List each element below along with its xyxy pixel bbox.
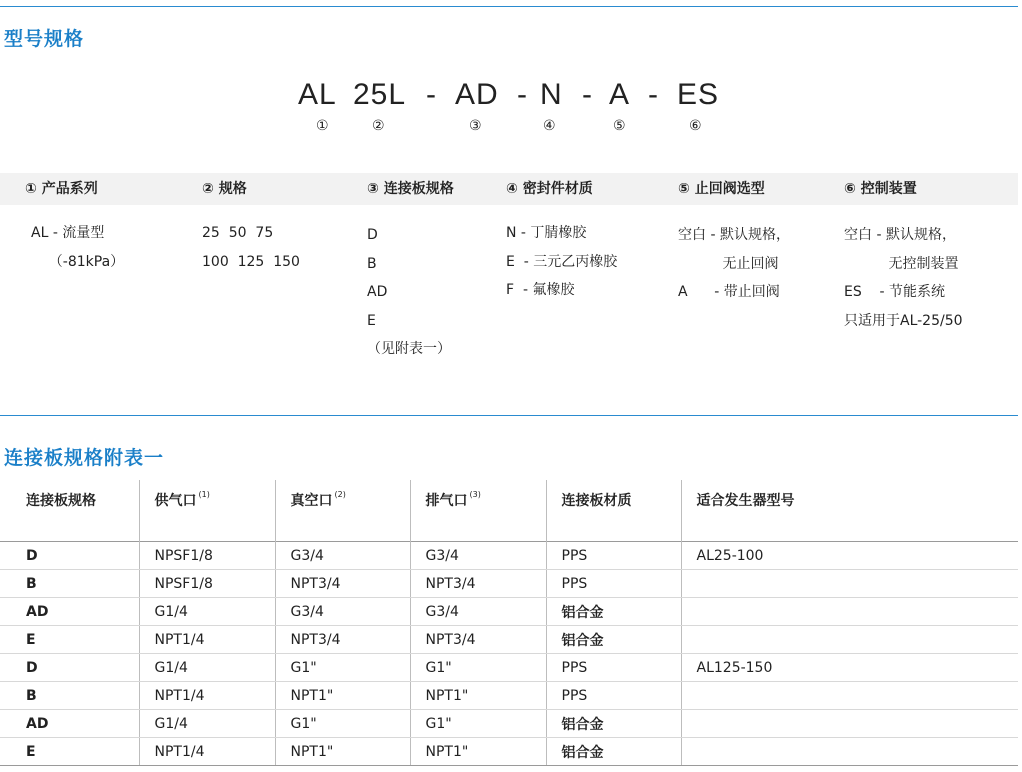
cell-text: NPT3/4 <box>425 631 476 648</box>
cell-text: PPS <box>561 575 588 592</box>
table-cell <box>0 682 139 710</box>
table-row <box>0 710 1018 738</box>
table-cell <box>546 654 681 682</box>
table-cell <box>546 738 681 766</box>
spec-line: 100 125 150 <box>202 253 300 270</box>
spec-column-header: ④ 密封件材质 <box>506 181 593 197</box>
table-cell <box>681 654 1018 682</box>
table-cell <box>0 738 139 766</box>
table-cell <box>410 598 546 626</box>
table-cell <box>0 598 139 626</box>
code-mark: ⑤ <box>613 118 626 134</box>
table-cell <box>275 542 410 570</box>
column-header <box>546 480 681 542</box>
spec-line: B <box>367 255 377 272</box>
cell-text: 铝合金 <box>561 716 604 733</box>
table-cell <box>139 710 275 738</box>
table-cell <box>681 710 1018 738</box>
spec-column-check-valve <box>678 173 790 307</box>
table-cell <box>275 654 410 682</box>
spec-line: 只适用于AL-25/50 <box>844 312 963 329</box>
cell-text: 连接板材质 <box>561 493 632 509</box>
table-cell <box>275 738 410 766</box>
cell-text <box>682 716 697 732</box>
cell-text: D <box>26 659 38 676</box>
column-header <box>681 480 1018 542</box>
code-dash: - <box>426 78 437 111</box>
cell-text: AD <box>26 603 49 620</box>
spec-line: 空白 - 默认规格， <box>678 227 790 243</box>
table-row <box>0 654 1018 682</box>
cell-text: G1" <box>290 715 317 732</box>
table-cell <box>275 682 410 710</box>
code-dash: - <box>648 78 659 111</box>
footnote-mark: (3) <box>469 490 481 499</box>
spec-column-header: ① 产品系列 <box>25 181 98 197</box>
table-cell <box>546 598 681 626</box>
table-cell <box>681 570 1018 598</box>
table-row <box>0 738 1018 766</box>
table-cell <box>139 738 275 766</box>
table-cell <box>546 570 681 598</box>
spec-line: （-81kPa） <box>31 253 125 270</box>
table-cell <box>139 682 275 710</box>
cell-text: NPT1/4 <box>154 743 205 760</box>
cell-text: B <box>26 575 37 592</box>
table-cell <box>681 682 1018 710</box>
footnote-mark: (1) <box>198 490 210 499</box>
cell-text: PPS <box>561 687 588 704</box>
cell-text: PPS <box>561 547 588 564</box>
spec-line: D <box>367 227 378 243</box>
table-cell <box>275 570 410 598</box>
cell-text <box>682 632 697 648</box>
table-cell <box>139 570 275 598</box>
cell-text: G3/4 <box>290 603 324 620</box>
spec-line: E - 三元乙丙橡胶 <box>506 253 618 270</box>
cell-text: AL25-100 <box>696 547 764 564</box>
cell-text <box>682 604 697 620</box>
cell-text: NPT1/4 <box>154 631 205 648</box>
cell-text: 铝合金 <box>561 604 604 621</box>
code-part-plate: AD <box>455 78 499 111</box>
spec-column-control <box>844 173 963 335</box>
cell-text: 真空口 <box>290 493 333 509</box>
cell-text: AL125-150 <box>696 659 773 676</box>
code-mark: ① <box>316 118 329 134</box>
code-part-series: AL <box>298 78 337 111</box>
cell-text: NPT1" <box>425 743 469 760</box>
table-cell <box>410 654 546 682</box>
table-cell <box>681 738 1018 766</box>
spec-column-size <box>202 173 300 276</box>
section-title-attachment: 连接板规格附表一 <box>4 447 165 469</box>
table-cell <box>0 710 139 738</box>
table-cell <box>410 682 546 710</box>
cell-text: B <box>26 687 37 704</box>
spec-line: AL - 流量型 <box>31 225 105 241</box>
table-cell <box>546 542 681 570</box>
table-cell <box>275 710 410 738</box>
table-row <box>0 626 1018 654</box>
spec-column-seal <box>506 173 617 305</box>
code-dash: - <box>517 78 528 111</box>
spec-line: 无止回阀 <box>678 255 779 272</box>
table-cell <box>139 654 275 682</box>
cell-text: G1" <box>425 715 452 732</box>
spec-column-series <box>25 173 124 276</box>
cell-text: G3/4 <box>425 547 459 564</box>
spec-column-header: ⑤ 止回阀选型 <box>678 181 765 197</box>
spec-column-header: ⑥ 控制装置 <box>844 181 917 197</box>
code-mark: ③ <box>469 118 482 134</box>
spec-line: N - 丁腈橡胶 <box>506 225 587 241</box>
cell-text: AD <box>26 715 49 732</box>
code-mark: ④ <box>543 118 556 134</box>
code-part-seal: N <box>540 78 563 111</box>
code-mark: ② <box>372 118 385 134</box>
cell-text: G1/4 <box>154 715 188 732</box>
table-cell <box>139 598 275 626</box>
cell-text: 适合发生器型号 <box>696 493 795 509</box>
table-cell <box>681 542 1018 570</box>
code-part-check-valve: A <box>609 78 631 111</box>
cell-text: NPT1" <box>290 743 334 760</box>
cell-text: NPT1" <box>290 687 334 704</box>
table-cell <box>139 542 275 570</box>
table-cell <box>0 626 139 654</box>
cell-text: NPT1" <box>425 687 469 704</box>
spec-line: 25 50 75 <box>202 225 274 241</box>
cell-text: NPSF1/8 <box>154 575 213 592</box>
table-row <box>0 682 1018 710</box>
cell-text: G1" <box>425 659 452 676</box>
table-cell <box>0 654 139 682</box>
cell-text: 供气口 <box>154 493 197 509</box>
spec-column-header: ③ 连接板规格 <box>367 181 454 197</box>
cell-text: E <box>26 743 36 760</box>
table-cell <box>0 542 139 570</box>
cell-text: E <box>26 631 36 648</box>
table-cell <box>410 626 546 654</box>
table-cell <box>546 710 681 738</box>
table-cell <box>275 598 410 626</box>
section-title-model-spec: 型号规格 <box>4 28 85 50</box>
cell-text <box>682 744 697 760</box>
top-rule <box>0 6 1018 7</box>
cell-text <box>682 688 697 704</box>
cell-text: G3/4 <box>425 603 459 620</box>
spec-line: AD <box>367 284 388 300</box>
table-cell <box>410 710 546 738</box>
table-cell <box>681 626 1018 654</box>
table-header-row <box>0 480 1018 542</box>
column-header <box>0 480 139 542</box>
table-cell <box>546 626 681 654</box>
spec-line: F - 氟橡胶 <box>506 282 575 298</box>
spec-line: 无控制装置 <box>844 255 959 272</box>
cell-text: G1" <box>290 659 317 676</box>
table-row <box>0 570 1018 598</box>
table-cell <box>546 682 681 710</box>
cell-text: NPSF1/8 <box>154 547 213 564</box>
cell-text: G1/4 <box>154 603 188 620</box>
table-cell <box>0 570 139 598</box>
table-cell <box>410 570 546 598</box>
spec-line: A - 带止回阀 <box>678 284 780 300</box>
cell-text: 排气口 <box>425 493 468 509</box>
spec-line: ES - 节能系统 <box>844 284 946 300</box>
spec-line: （见附表一） <box>367 341 451 357</box>
table-cell <box>410 738 546 766</box>
table-row <box>0 542 1018 570</box>
code-mark: ⑥ <box>689 118 702 134</box>
cell-text: G1/4 <box>154 659 188 676</box>
table-row <box>0 598 1018 626</box>
table-cell <box>681 598 1018 626</box>
spec-line: E <box>367 312 376 329</box>
table-cell <box>139 626 275 654</box>
cell-text: NPT3/4 <box>425 575 476 592</box>
cell-text: NPT3/4 <box>290 575 341 592</box>
model-code <box>0 78 1022 118</box>
cell-text: D <box>26 547 38 564</box>
cell-text: 铝合金 <box>561 632 604 649</box>
cell-text: 连接板规格 <box>26 493 96 509</box>
column-header <box>275 480 410 542</box>
cell-text: NPT1/4 <box>154 687 205 704</box>
column-header <box>139 480 275 542</box>
cell-text: NPT3/4 <box>290 631 341 648</box>
footnote-mark: (2) <box>334 490 346 499</box>
cell-text: 铝合金 <box>561 744 604 761</box>
spec-column-header: ② 规格 <box>202 181 247 197</box>
code-dash: - <box>582 78 593 111</box>
cell-text <box>682 576 697 592</box>
cell-text: PPS <box>561 659 588 676</box>
code-part-control: ES <box>677 78 720 111</box>
table-cell <box>275 626 410 654</box>
column-header <box>410 480 546 542</box>
spec-line: 空白 - 默认规格， <box>844 227 956 243</box>
section-rule <box>0 415 1018 416</box>
code-part-size: 25L <box>353 78 407 111</box>
attachment-table <box>0 480 1018 766</box>
table-cell <box>410 542 546 570</box>
cell-text: G3/4 <box>290 547 324 564</box>
spec-column-plate <box>367 173 454 364</box>
